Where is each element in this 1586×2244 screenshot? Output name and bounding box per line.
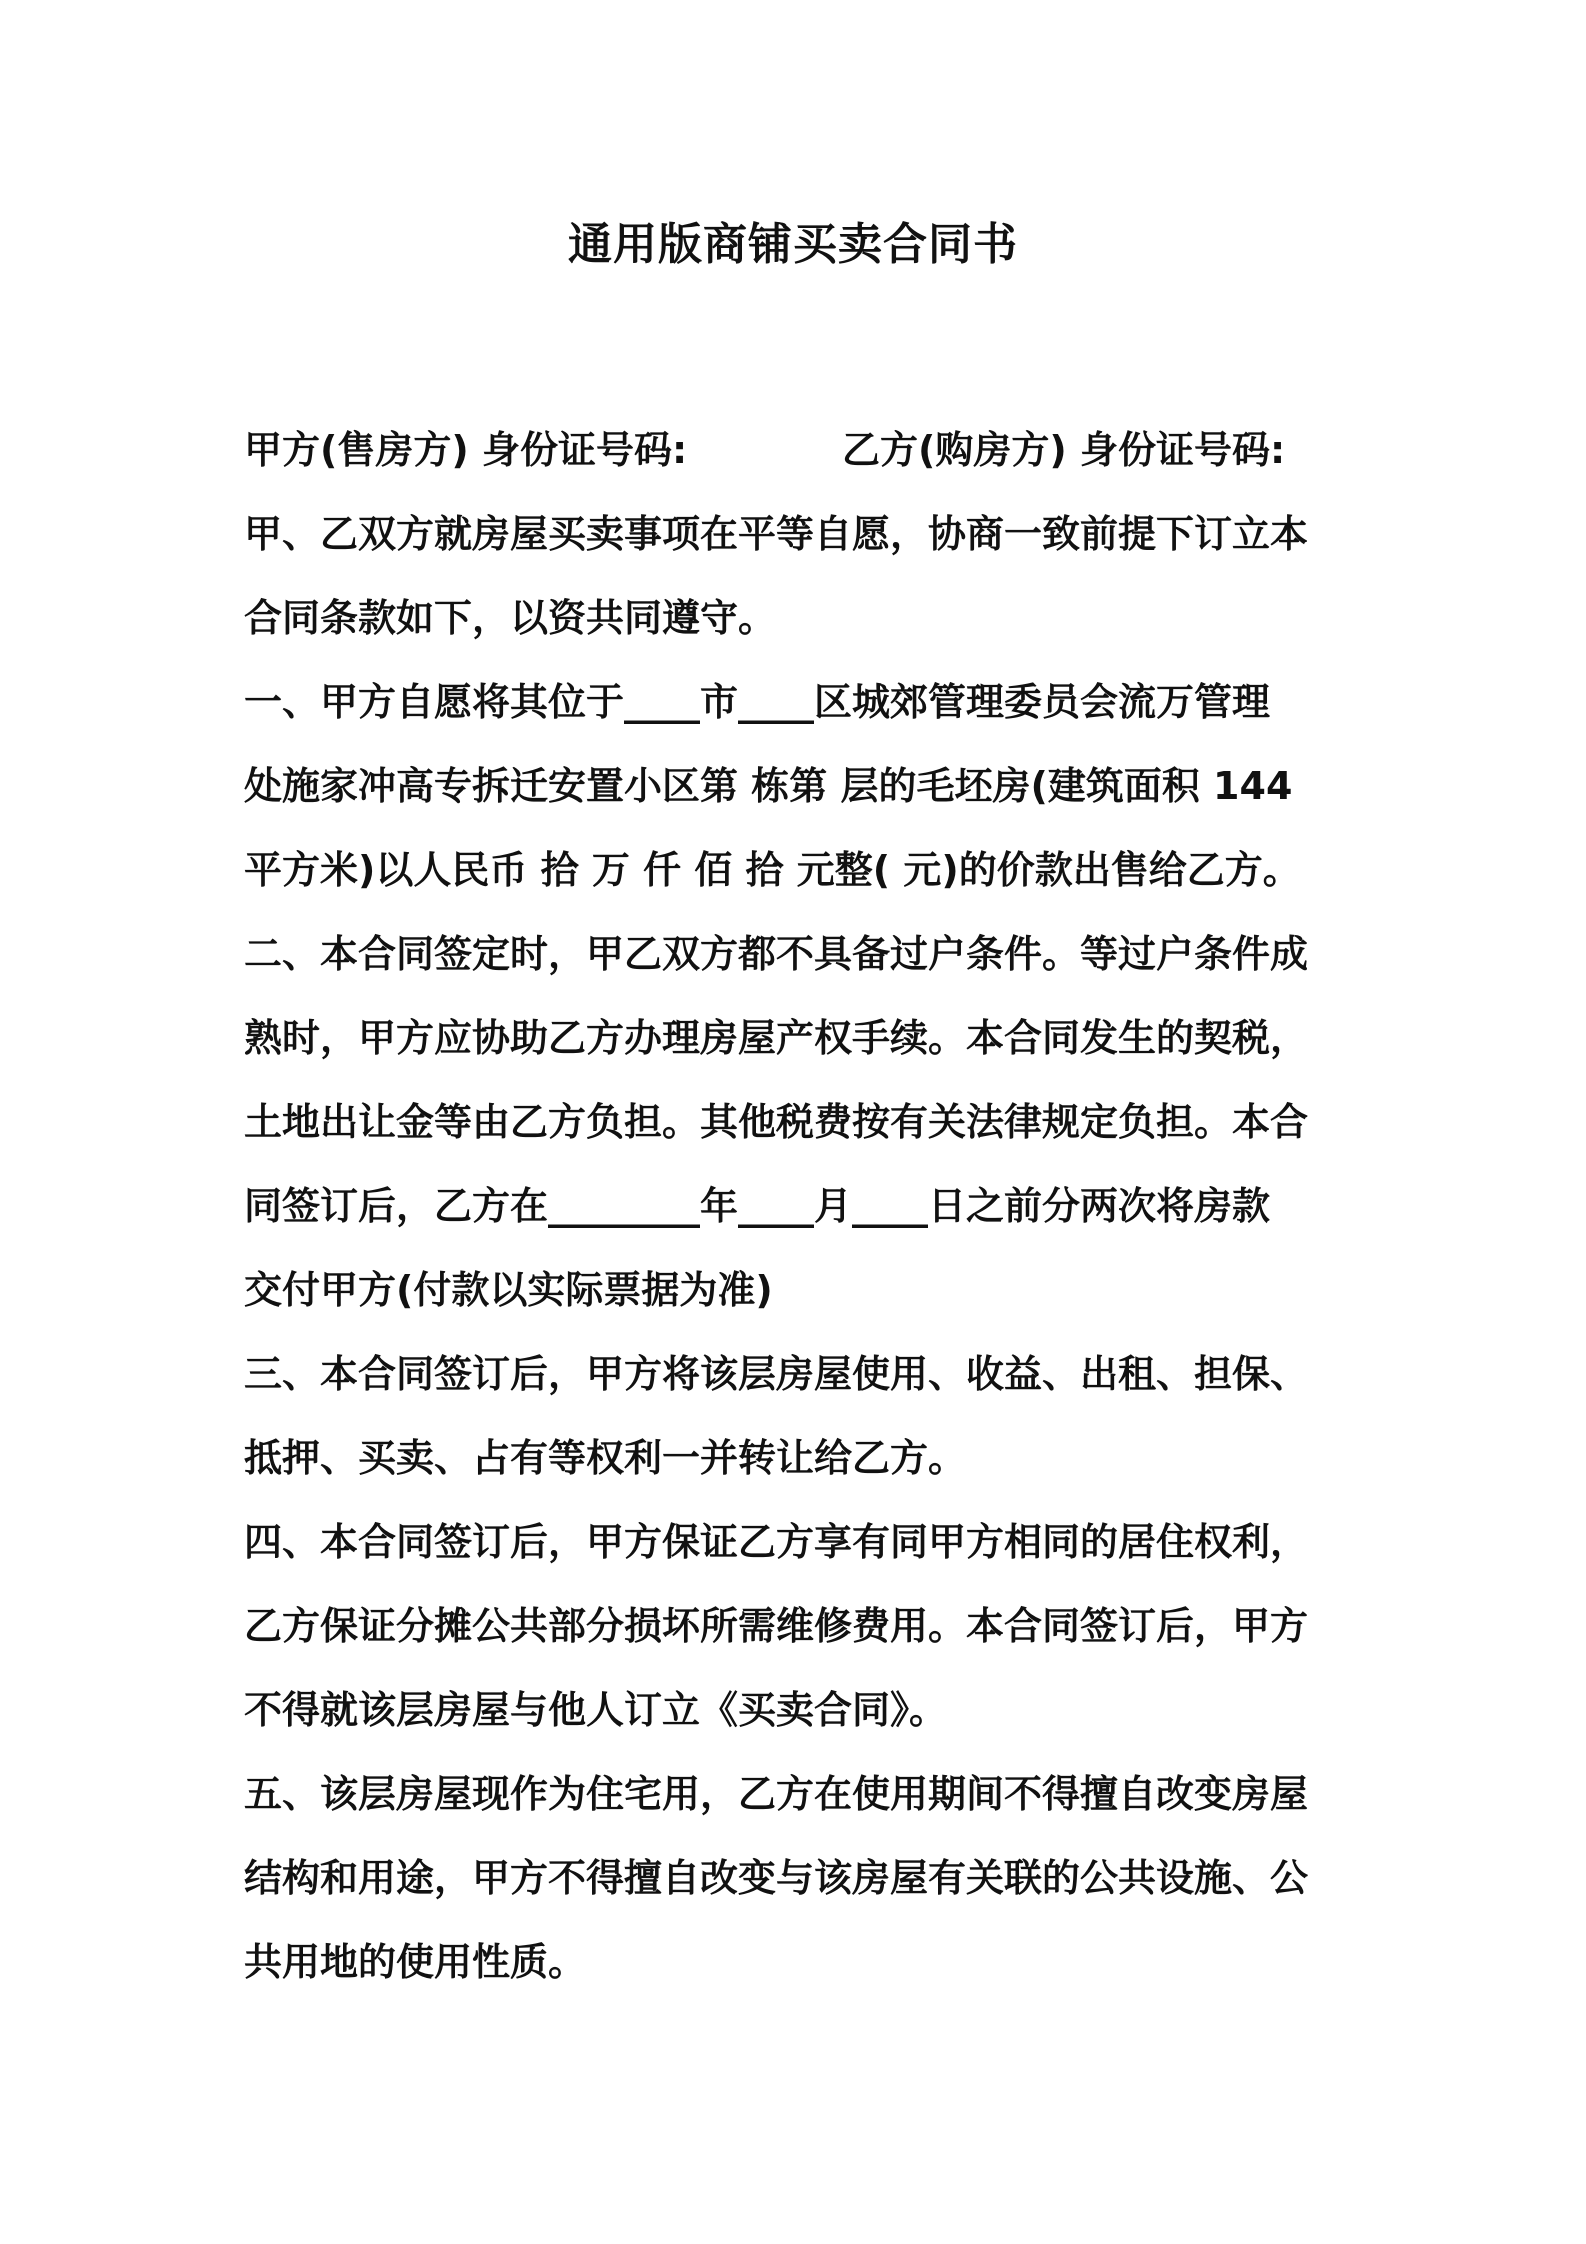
text-line: 合同条款如下，以资共同遵守。 [244, 596, 777, 640]
text-line: 乙方保证分摊公共部分损坏所需维修费用。本合同签订后，甲方 [244, 1604, 1309, 1648]
clause-3 [244, 1332, 1364, 1500]
document-title: 通用版商铺买卖合同书 [568, 219, 1018, 270]
text-line: 同签订后，乙方在________年____月____日之前分两次将房款 [244, 1184, 1271, 1228]
text-line: 五、该层房屋现作为住宅用，乙方在使用期间不得擅自改变房屋 [244, 1772, 1309, 1816]
text-line: 抵押、买卖、占有等权利一并转让给乙方。 [244, 1436, 967, 1480]
text-line: 土地出让金等由乙方负担。其他税费按有关法律规定负担。本合 [244, 1100, 1309, 1144]
parties-line [244, 408, 1364, 492]
text-line: 二、本合同签定时，甲乙双方都不具备过户条件。等过户条件成 [244, 932, 1309, 976]
text-line: 一、甲方自愿将其位于____市____区城郊管理委员会流万管理 [244, 680, 1271, 724]
contract-body [244, 408, 1364, 2004]
text-line: 共用地的使用性质。 [244, 1940, 587, 1984]
clause-4 [244, 1500, 1364, 1752]
text-line: 处施家冲高专拆迁安置小区第 栋第 层的毛坯房(建筑面积 144 [244, 764, 1293, 808]
text-line: 熟时，甲方应协助乙方办理房屋产权手续。本合同发生的契税， [244, 1016, 1309, 1060]
text-line: 四、本合同签订后，甲方保证乙方享有同甲方相同的居住权利， [244, 1520, 1309, 1564]
text-line: 不得就该层房屋与他人订立《买卖合同》。 [244, 1688, 948, 1732]
clause-5 [244, 1752, 1364, 2004]
clause-1 [244, 660, 1364, 912]
intro-paragraph [244, 492, 1364, 660]
party-a-id-label: 甲方(售房方) 身份证号码: [244, 428, 688, 472]
party-b-id-label: 乙方(购房方) 身份证号码: [842, 428, 1286, 472]
clause-2 [244, 912, 1364, 1332]
text-line: 三、本合同签订后，甲方将该层房屋使用、收益、出租、担保、 [244, 1352, 1309, 1396]
text-line: 结构和用途，甲方不得擅自改变与该房屋有关联的公共设施、公 [244, 1856, 1309, 1900]
text-line: 平方米)以人民币 拾 万 仟 佰 拾 元整( 元)的价款出售给乙方。 [244, 848, 1301, 892]
text-line: 交付甲方(付款以实际票据为准) [244, 1268, 773, 1312]
text-line: 甲、乙双方就房屋买卖事项在平等自愿，协商一致前提下订立本 [244, 512, 1309, 556]
